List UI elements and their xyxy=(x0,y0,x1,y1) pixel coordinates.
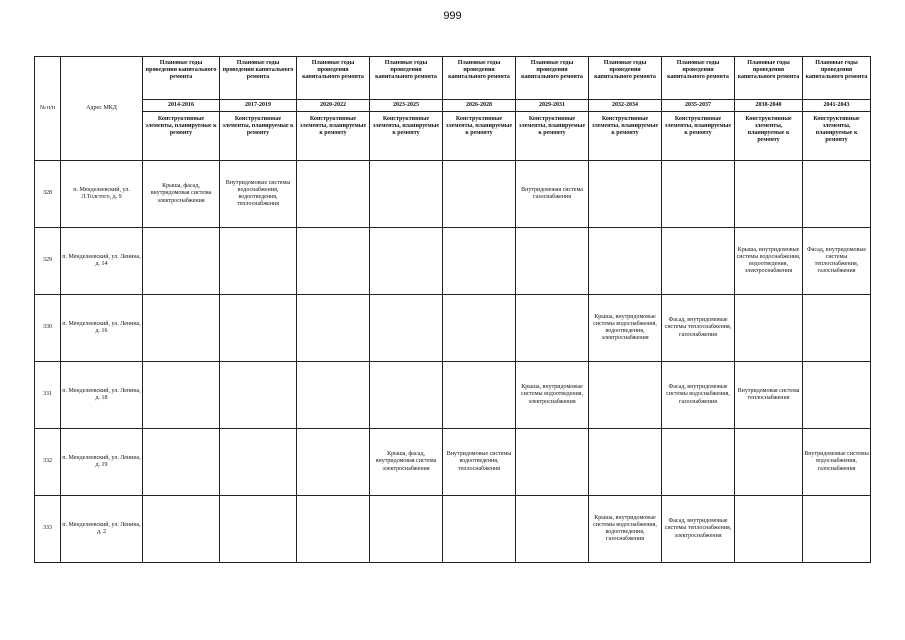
period-title: Плановые годы проведения капитального ремонта xyxy=(735,57,803,100)
period-years: 2017-2019 xyxy=(220,100,297,112)
period-title: Плановые годы проведения капитального ремонта xyxy=(589,57,662,100)
repair-cell: Крыша, фасад, внутридомовая система электроснабжения xyxy=(370,429,443,496)
repair-cell xyxy=(662,161,735,228)
repair-cell xyxy=(297,295,370,362)
repair-cell: Внутридомовые системы водоснабжения, водоотведения, теплоснабжения xyxy=(220,161,297,228)
repair-cell xyxy=(589,362,662,429)
table-row xyxy=(35,496,871,563)
capital-repair-table xyxy=(34,56,871,563)
repair-cell xyxy=(516,228,589,295)
period-title: Плановые годы проведения капитального ремонта xyxy=(662,57,735,100)
repair-cell xyxy=(803,496,871,563)
repair-cell xyxy=(297,496,370,563)
table-row xyxy=(35,362,871,429)
page-number: 999 xyxy=(443,10,462,22)
repair-cell: Фасад, внутридомовые системы водоснабжения, газоснабжения xyxy=(662,362,735,429)
repair-cell xyxy=(220,362,297,429)
period-title: Плановые годы проведения капитального ремонта xyxy=(803,57,871,100)
row-number: 331 xyxy=(35,362,61,429)
repair-cell: Крыша, внутридомовые системы водоотведения, электроснабжения xyxy=(516,362,589,429)
repair-cell xyxy=(589,228,662,295)
repair-cell: Крыша, внутридомовые системы водоснабжения, водоотведения, газоснабжения xyxy=(589,496,662,563)
repair-cell: Фасад, внутридомовые системы теплоснабжения, электроснабжения xyxy=(662,496,735,563)
period-years: 2038-2040 xyxy=(735,100,803,112)
repair-cell: Фасад, внутридомовые системы теплоснабжения, газоснабжения xyxy=(803,228,871,295)
period-subheader: Конструктивные элементы, планируемые к ремонту xyxy=(370,112,443,161)
period-subheader: Конструктивные элементы, планируемые к ремонту xyxy=(143,112,220,161)
period-subheader: Конструктивные элементы, планируемые к ремонту xyxy=(297,112,370,161)
table-row xyxy=(35,429,871,496)
repair-cell: Внутридомовые системы водоснабжения, газоснабжения xyxy=(803,429,871,496)
repair-cell xyxy=(516,429,589,496)
table-row xyxy=(35,161,871,228)
repair-cell xyxy=(803,362,871,429)
repair-cell xyxy=(370,496,443,563)
repair-cell xyxy=(803,295,871,362)
repair-cell xyxy=(516,295,589,362)
repair-cell xyxy=(662,429,735,496)
repair-cell xyxy=(143,295,220,362)
row-address: п. Менделеевский, ул. Ленина, д. 16 xyxy=(61,295,143,362)
repair-cell xyxy=(443,161,516,228)
repair-cell xyxy=(370,228,443,295)
row-number: 328 xyxy=(35,161,61,228)
period-years: 2035-2037 xyxy=(662,100,735,112)
repair-cell xyxy=(735,161,803,228)
repair-cell xyxy=(443,496,516,563)
period-subheader: Конструктивные элементы, планируемые к ремонту xyxy=(443,112,516,161)
period-title: Плановые годы проведения капитального ремонта xyxy=(143,57,220,100)
repair-cell: Внутридомовая система теплоснабжения xyxy=(735,362,803,429)
period-title: Плановые годы проведения капитального ремонта xyxy=(220,57,297,100)
period-years: 2023-2025 xyxy=(370,100,443,112)
repair-cell: Крыша, внутридомовые системы водоснабжения, водоотведения, электроснабжения xyxy=(589,295,662,362)
repair-cell xyxy=(735,295,803,362)
period-subheader: Конструктивные элементы, планируемые к ремонту xyxy=(735,112,803,161)
repair-cell: Крыша, внутридомовые системы водоснабжения, водоотведения, электроснабжения xyxy=(735,228,803,295)
table-row xyxy=(35,228,871,295)
repair-cell xyxy=(662,228,735,295)
repair-cell xyxy=(516,496,589,563)
repair-cell xyxy=(589,161,662,228)
period-subheader: Конструктивные элементы, планируемые к ремонту xyxy=(803,112,871,161)
repair-cell xyxy=(735,429,803,496)
row-address: п. Менделеевский, ул. Л.Толстого, д. 9 xyxy=(61,161,143,228)
row-number: 332 xyxy=(35,429,61,496)
repair-cell xyxy=(297,429,370,496)
repair-cell xyxy=(803,161,871,228)
repair-cell xyxy=(297,362,370,429)
period-title: Плановые годы проведения капитального ремонта xyxy=(443,57,516,100)
repair-cell xyxy=(220,295,297,362)
table-row xyxy=(35,295,871,362)
repair-cell xyxy=(143,228,220,295)
repair-cell xyxy=(220,228,297,295)
row-address: п. Менделеевский, ул. Ленина, д. 2 xyxy=(61,496,143,563)
row-number: 330 xyxy=(35,295,61,362)
period-subheader: Конструктивные элементы, планируемые к ремонту xyxy=(516,112,589,161)
repair-cell xyxy=(443,295,516,362)
row-number: 333 xyxy=(35,496,61,563)
repair-cell xyxy=(370,161,443,228)
repair-cell xyxy=(370,295,443,362)
repair-cell xyxy=(143,362,220,429)
repair-cell xyxy=(589,429,662,496)
repair-cell: Внутридомовые системы водоотведения, теплоснабжения xyxy=(443,429,516,496)
repair-cell xyxy=(143,429,220,496)
row-address: п. Менделеевский, ул. Ленина, д. 14 xyxy=(61,228,143,295)
repair-cell: Крыша, фасад, внутридомовая система электроснабжения xyxy=(143,161,220,228)
period-years: 2020-2022 xyxy=(297,100,370,112)
repair-cell xyxy=(220,496,297,563)
period-subheader: Конструктивные элементы, планируемые к ремонту xyxy=(662,112,735,161)
row-address: п. Менделеевский, ул. Ленина, д. 19 xyxy=(61,429,143,496)
period-years: 2032-2034 xyxy=(589,100,662,112)
period-title: Плановые годы проведения капитального ремонта xyxy=(516,57,589,100)
period-years: 2014-2016 xyxy=(143,100,220,112)
repair-cell xyxy=(735,496,803,563)
period-years: 2029-2031 xyxy=(516,100,589,112)
repair-cell: Внутридомовая система газоснабжения xyxy=(516,161,589,228)
period-subheader: Конструктивные элементы, планируемые к ремонту xyxy=(220,112,297,161)
repair-cell xyxy=(297,228,370,295)
col-header-number: № п/п xyxy=(35,57,61,161)
repair-cell: Фасад, внутридомовые системы теплоснабжения, газоснабжения xyxy=(662,295,735,362)
repair-cell xyxy=(220,429,297,496)
repair-cell xyxy=(297,161,370,228)
period-title: Плановые годы проведения капитального ремонта xyxy=(370,57,443,100)
row-address: п. Менделеевский, ул. Ленина, д. 18 xyxy=(61,362,143,429)
period-years: 2041-2043 xyxy=(803,100,871,112)
period-title: Плановые годы проведения капитального ремонта xyxy=(297,57,370,100)
period-years: 2026-2028 xyxy=(443,100,516,112)
row-number: 329 xyxy=(35,228,61,295)
repair-cell xyxy=(443,228,516,295)
repair-cell xyxy=(370,362,443,429)
period-subheader: Конструктивные элементы, планируемые к ремонту xyxy=(589,112,662,161)
repair-cell xyxy=(143,496,220,563)
col-header-address: Адрес МКД xyxy=(61,57,143,161)
repair-cell xyxy=(443,362,516,429)
